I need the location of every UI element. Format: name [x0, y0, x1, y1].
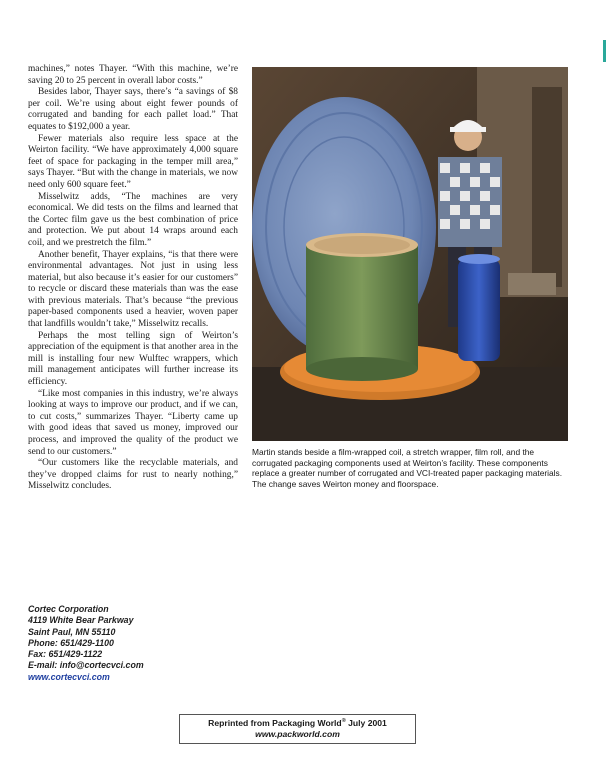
photo-caption: Martin stands beside a film-wrapped coil, a stretch wrapper, film roll, and the corrugated packaging components used at Weirton’s facility. These components replace a greater number of corrugated and VCI-treated paper packaging materials. The change saves Weirton money and floorspace. — [252, 447, 563, 489]
article-paragraph: “Like most companies in this industry, we’re always looking at ways to improve our product, and if we can, to cut costs,” summarizes Thayer. “Liberty came up with good ideas that saved us money, improved our process, and improved the quality of the product we send to our customers.” — [28, 388, 238, 457]
contact-phone: Phone: 651/429-1100 — [28, 637, 114, 648]
contact-fax: Fax: 651/429-1122 — [28, 649, 103, 660]
reprint-url-link[interactable]: www.packworld.com — [255, 729, 340, 739]
article-paragraph: Misselwitz adds, “The machines are very economical. We did tests on the films and learned that the Cortec film gave us the best combination of price and protection. We put about 14 wraps around each coil, and we prestretch the film.” — [28, 191, 238, 248]
reprint-line — [180, 718, 415, 729]
contact-block — [28, 604, 238, 683]
registered-mark: ® — [341, 718, 346, 725]
reprint-source: Reprinted from Packaging World — [208, 718, 342, 728]
article-paragraph: Besides labor, Thayer says, there’s “a savings of $8 per coil. We’re using about eight fewer pounds of corrugated and banding for each pallet load.” That equates to $192,000 a year. — [28, 87, 238, 132]
reprint-notice — [179, 714, 416, 744]
contact-street: 4119 White Bear Parkway — [28, 615, 134, 626]
contact-company: Cortec Corporation — [28, 604, 109, 614]
article-paragraph: “Our customers like the recyclable materials, and they’ve dropped claims for rust to nearly nothing,” Misselwitz concludes. — [28, 458, 238, 492]
article-column — [28, 64, 238, 493]
article-paragraph: machines,” notes Thayer. “With this machine, we’re saving 20 to 25 percent in overall labor costs.” — [28, 64, 238, 86]
article-paragraph: Fewer materials also require less space at the Weirton facility. “We have approximately 4,000 square feet of space for packaging in the temper mill area,” says Thayer. “But with the change in materials, we now need only 600 square feet.” — [28, 133, 238, 190]
article-paragraph: Another benefit, Thayer explains, “is that there were environmental advantages. Not just in using less material, but also because it’s easier for our customers” to recycle or discard these materials than was the ease with previous materials. That’s because “the previous paper-based components used a heavier, woven paper that landfills wouldn’t take,” Misselwitz recalls. — [28, 249, 238, 330]
contact-city: Saint Paul, MN 55110 — [28, 626, 116, 637]
article-paragraph: Perhaps the most telling sign of Weirton’s appreciation of the equipment is that another area in the mill is installing four new Wulftec wrappers, which mill management anticipates will further increase its efficiency. — [28, 330, 238, 388]
contact-email: E-mail: info@cortecvci.com — [28, 660, 144, 671]
reprint-date: July 2001 — [345, 718, 387, 728]
contact-website-link[interactable]: www.cortecvci.com — [28, 671, 110, 682]
coil-photo — [252, 67, 568, 441]
